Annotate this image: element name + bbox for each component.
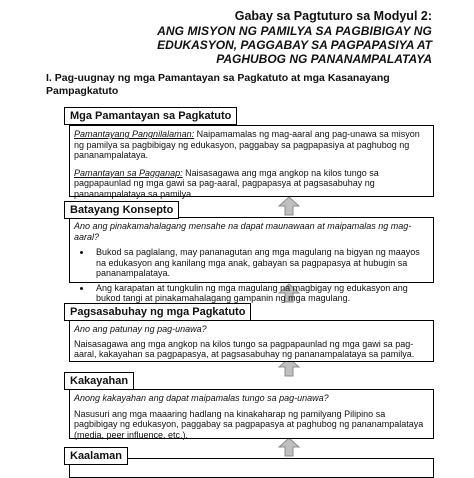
module-title-line-2: EDUKASYON, PAGGABAY SA PAGPAPASIYA AT [157,38,432,52]
section-heading-line-2: Pampagkatuto [46,85,119,97]
skills-label: Kakayahan [64,372,134,390]
content-standard-text: Naipamamalas ng mag-aaral ang pag-unawa sa misyon ng pamilya sa pagbibigay ng edukasyon, paggabay sa pagpapasiya at paghubog ng pananampalataya. [74,129,420,160]
concept-question: Ano ang pinakamahalagang mensahe na dapat maunawaan at maipamalas ng mag-aaral? [74,221,412,242]
module-title-line-3: PAGHUBOG NG PANANAMPALATAYA [216,52,432,66]
application-question: Ano ang patunay ng pag-unawa? [74,324,207,334]
standards-label: Mga Pamantayan sa Pagkatuto [64,107,237,125]
knowledge-label: Kaalaman [64,447,128,465]
skills-question: Anong kakayahan ang dapat maipamalas tungo sa pag-unawa? [74,393,329,403]
skills-content-box [69,389,434,439]
concept-bullet-2: • Ang karapatan at tungkulin ng mga magulang na magbigay ng edukasyon ang bukod tangi at pinakamahalagang gampanin ng mga magulang. [92,283,429,304]
module-title-line-1: ANG MISYON NG PAMILYA SA PAGBIBIGAY NG [157,24,432,38]
section-heading-line-1: I. Pag-uugnay ng mga Pamantayan sa Pagkatuto at mga Kasanayang [46,72,390,84]
standards-content-box [69,125,434,197]
section-heading [46,72,436,98]
concept-content-box [69,217,434,303]
concept-bullet-list [74,247,429,304]
performance-standard-term: Pamantayan sa Pagganap: [74,167,183,178]
performance-standard-text: Naisasagawa ang mga angkop na kilos tungo sa pagpapaunlad ng mga gawi sa pag-aaral, pagpapasya at pagsasabuhay ng pananampalataya sa pamilya. [74,167,379,199]
content-standard-paragraph [74,129,429,161]
content-standard-term: Pamantayang Pangnilalaman: [74,129,195,139]
module-guide-title: Gabay sa Pagtuturo sa Modyul 2: [234,9,432,23]
application-label: Pagsasabuhay ng mga Pagkatuto [64,303,251,321]
up-arrow-icon [278,196,300,216]
concept-label: Batayang Konsepto [64,201,179,219]
performance-standard-paragraph [74,168,429,200]
up-arrow-icon [278,437,300,457]
concept-bullet-1: • Bukod sa paglalang, may pananagutan ang mga magulang na bigyan ng maayos na edukasyon ang kanilang mga anak, gabayan sa pagpapasya at hubugin sa pananampalataya. [92,247,429,279]
application-content-box [69,320,434,362]
application-text: Naisasagawa ang mga angkop na kilos tungo sa pagpapaunlad ng mga gawi sa pag-aaral, kakayahan sa pagpapasya, at pagsasabuhay ng pananampalataya sa pamilya. [74,338,415,359]
skills-text: Nasusuri ang mga maaaring hadlang na kinakaharap ng pamilyang Pilipino sa pagbibigay ng edukasyon, paggabay sa pagpapasya at paghubog ng pananampalataya (media, peer influence, etc.). [74,408,424,440]
